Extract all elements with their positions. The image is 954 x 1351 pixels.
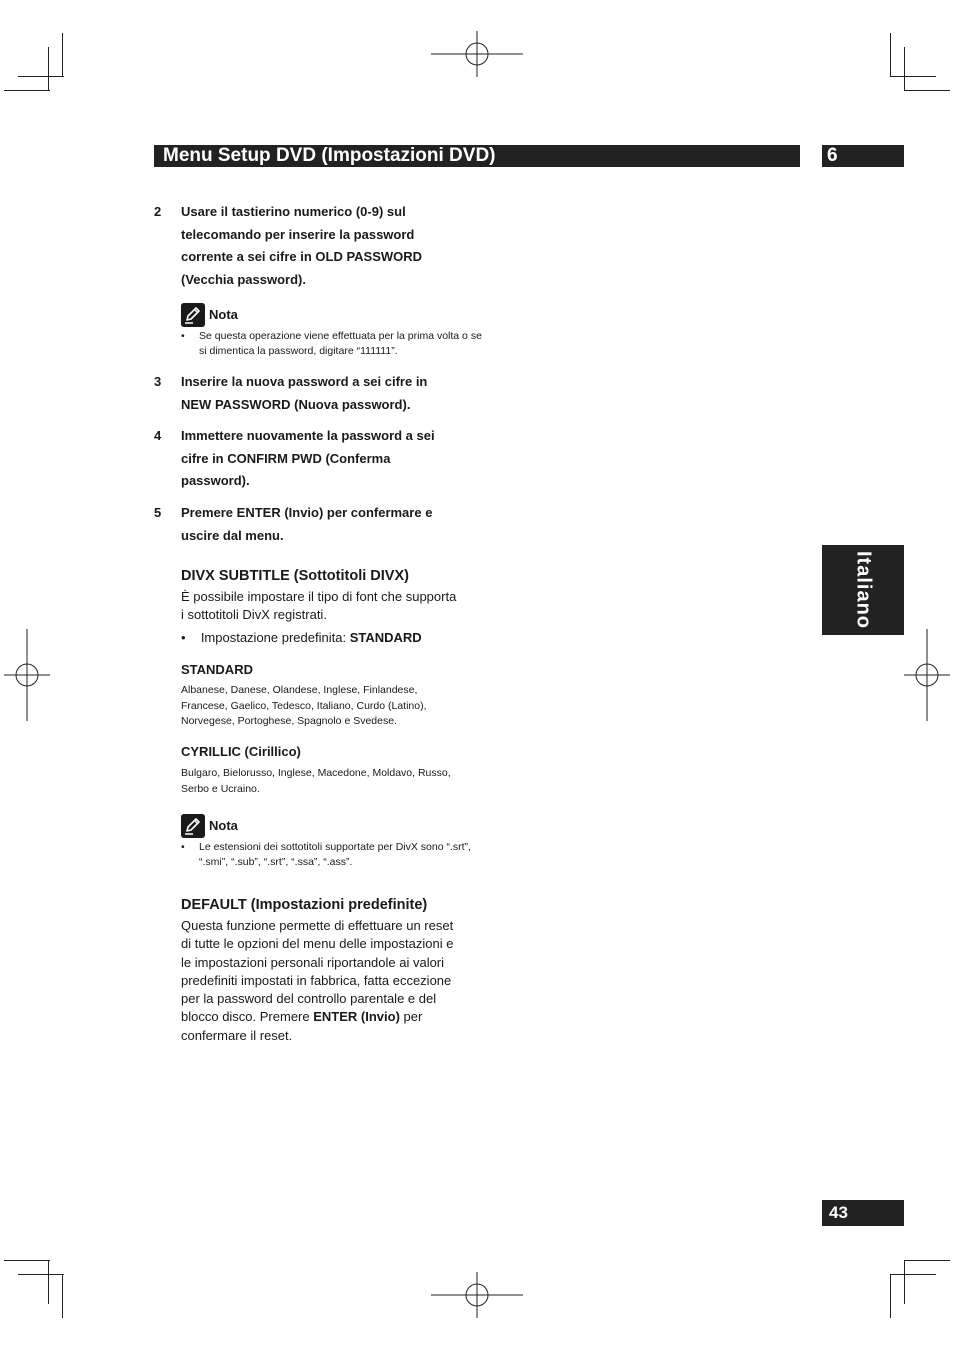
body-text: Questa funzione permette di effettuare un reset di tutte le opzioni del menu delle impostazioni e le impostazioni personali riportandole ai valori predefiniti impostati in fabbrica, fatta eccezione per la password del controllo parentale e del blocco disco. Premere	[181, 918, 454, 1025]
subsection-title-standard: STANDARD	[181, 662, 253, 677]
crop-mark	[4, 90, 50, 91]
crop-mark	[904, 1260, 950, 1261]
page-number-badge	[822, 1200, 904, 1226]
step-text: Premere ENTER (Invio) per confermare e uscire dal menu.	[181, 505, 433, 543]
section-title-default: DEFAULT (Impostazioni predefinite)	[181, 897, 428, 913]
chapter-number: 6	[827, 145, 838, 166]
default-setting-line	[181, 630, 422, 645]
language-label: Italiano	[852, 550, 875, 630]
step-number: 3	[154, 374, 162, 389]
body-text: per confermare il reset.	[181, 1009, 423, 1043]
pencil-icon	[181, 303, 205, 327]
default-setting-value: STANDARD	[349, 630, 422, 645]
section-body-default	[181, 917, 461, 1045]
section-body-divx: È possibile impostare il tipo di font che supporta i sottotitoli DivX registrati.	[181, 589, 457, 623]
registration-mark-top	[431, 31, 523, 77]
note-label: Nota	[209, 307, 238, 322]
note-label: Nota	[209, 818, 238, 833]
crop-mark	[48, 47, 49, 91]
bullet: •	[181, 841, 185, 853]
section-header	[154, 145, 800, 167]
registration-mark-right	[904, 629, 950, 721]
chapter-badge	[822, 145, 904, 167]
crop-mark	[62, 33, 63, 77]
crop-mark	[4, 1260, 50, 1261]
bullet: •	[181, 330, 185, 342]
crop-mark	[904, 47, 905, 91]
language-tab	[822, 545, 904, 635]
step-number: 5	[154, 505, 162, 520]
subsection-title-cyrillic: CYRILLIC (Cirillico)	[181, 744, 301, 759]
crop-mark	[48, 1260, 49, 1304]
crop-mark	[890, 1274, 936, 1275]
page-title: Menu Setup DVD (Impostazioni DVD)	[163, 145, 496, 166]
note-text: Se questa operazione viene effettuata per la prima volta o se si dimentica la password, digitare “111111”.	[199, 330, 482, 357]
step-number: 2	[154, 204, 162, 219]
subsection-body-cyrillic: Bulgaro, Bielorusso, Inglese, Macedone, Moldavo, Russo, Serbo e Ucraino.	[181, 767, 451, 795]
subsection-body-standard: Albanese, Danese, Olandese, Inglese, Finlandese, Francese, Gaelico, Tedesco, Italiano, Curdo (Latino), Norvegese, Portoghese, Spagnolo e Svedese.	[181, 684, 427, 728]
crop-mark	[18, 1274, 64, 1275]
crop-mark	[62, 1274, 63, 1318]
crop-mark	[18, 76, 64, 77]
step-text: Inserire la nuova password a sei cifre in NEW PASSWORD (Nuova password).	[181, 374, 428, 412]
step-text: Usare il tastierino numerico (0-9) sul telecomando per inserire la password corrente a sei cifre in OLD PASSWORD (Vecchia password).	[181, 204, 423, 287]
registration-mark-bottom	[431, 1272, 523, 1318]
crop-mark	[890, 1274, 891, 1318]
bullet: •	[181, 630, 186, 645]
note-text: Le estensioni dei sottotitoli supportate per DivX sono “.srt”, “.smi”, “.sub”, “.srt”, “.ssa”, “.ass”.	[199, 841, 471, 868]
step-number: 4	[154, 428, 162, 443]
crop-mark	[904, 1260, 905, 1304]
step-text: Immettere nuovamente la password a sei cifre in CONFIRM PWD (Conferma password).	[181, 428, 435, 488]
section-title-divx: DIVX SUBTITLE (Sottotitoli DIVX)	[181, 568, 409, 584]
crop-mark	[904, 90, 950, 91]
body-text-bold: ENTER (Invio)	[313, 1009, 400, 1025]
default-setting-label: Impostazione predefinita:	[200, 630, 347, 645]
page-number: 43	[829, 1203, 848, 1222]
registration-mark-left	[4, 629, 50, 721]
crop-mark	[890, 33, 891, 77]
pencil-icon	[181, 814, 205, 838]
crop-mark	[890, 76, 936, 77]
